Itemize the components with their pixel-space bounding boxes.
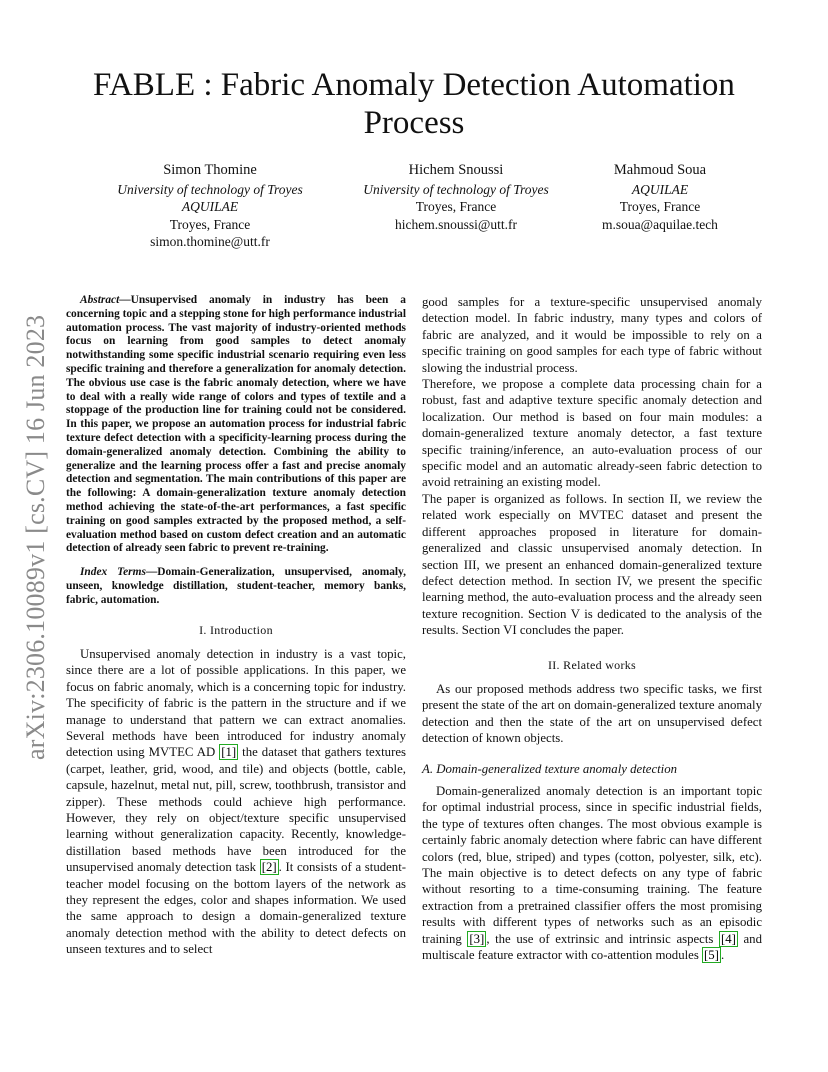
section-heading-introduction: I. Introduction xyxy=(199,622,273,637)
body-text: and multiscale feature extractor with co-attention modules xyxy=(422,931,762,963)
citation-link[interactable]: [4] xyxy=(720,931,736,946)
author-name: Hichem Snoussi xyxy=(408,162,504,178)
index-terms xyxy=(66,566,406,607)
intro-paragraph-1 xyxy=(66,646,406,958)
author-affiliation: University of technology of Troyes xyxy=(363,181,549,197)
paper-title: FABLE : Fabric Anomaly Detection Automation Process xyxy=(93,67,735,141)
abstract-text: —Unsupervised anomaly in industry has been a concerning topic and a stepping stone for high performance industrial automation process. The vast majority of industry-oriented methods focus on learning from good samples to detect anomaly notwithstanding some specific industrial scenario requiring even less specific training and therefore a generalization for anomaly detection. The obvious use case is the fabric anomaly detection, where we have to deal with a really wide range of colors and types of textile and a stoppage of the production line for training could not be considered. In this paper, we propose an automation process for industrial fabric texture defect detection with a specificity-learning process during the domain-generalized anomaly detection. Combining the ability to generalize and the learning process offer a fast and precise anomaly detection and segmentation. The main contributions of this paper are the following: A domain-generalization texture anomaly detection method achieving the state-of-the-art performances, a fast specific training on good samples extracted by the proposed method, a self-evaluation method based on custom defect creation and an automatic detection of already seen fabric to prevent re-training. xyxy=(66,294,406,555)
author-affiliation: University of technology of Troyes xyxy=(117,181,303,197)
author-city: Troyes, France xyxy=(619,199,701,214)
arxiv-stamp xyxy=(21,290,51,760)
body-text: Domain-generalized anomaly detection is an important topic for optimal industrial process, since in specific industrial fields, the type of textures often changes. The most obvious example is certainly fabric anomaly detection where fabric can have different colors (red, blue, striped) and types (cotton, polyester, silk, etc). The main objective is to detect defects on any type of fabric without resorting to a time-consuming training. The feature extraction from a pretrained classifier offers the most promising results with different types of networks such as an episodic training xyxy=(422,783,762,946)
author-block-3 xyxy=(580,162,740,233)
intro-paragraph-continued: good samples for a texture-specific unsupervised anomaly detection model. In fabric industry, many types and colors of fabric are analyzed, and it would be impossible to rely on a specific training on good samples for each type of fabric without slowing the industrial process. xyxy=(422,295,762,375)
author-block-2 xyxy=(356,162,556,233)
author-city: Troyes, France xyxy=(415,199,497,214)
author-affiliation: AQUILAE xyxy=(631,181,689,197)
intro-paragraph-2: Therefore, we propose a complete data processing chain for a robust, fast and adaptive texture specific anomaly detection and localization. Our method is based on four main modules: a domain-generalized texture anomaly detector, a fast texture specific training/inference, an auto-evaluation process of our specific model and an automatic already-seen fabric detection to avoid retraining an existing model. xyxy=(422,377,762,490)
arxiv-identifier: arXiv:2306.10089v1 [cs.CV] 16 Jun 2023 xyxy=(21,314,50,760)
right-column xyxy=(422,294,762,963)
citation-link[interactable]: [1] xyxy=(221,745,237,760)
author-email: hichem.snoussi@utt.fr xyxy=(395,216,517,232)
intro-paragraph-3: The paper is organized as follows. In section II, we review the related work especially on MVTEC dataset and present the different approaches proposed in literature for domain-generalized and classic unsupervised anomaly detection. In section III, we present an enhanced domain-generalized texture defect detection method. In section IV, we present the specific learning method, the auto-evaluation process and the already seen texture recognition. Section V is dedicated to the analysis of the results. Section VI concludes the paper. xyxy=(422,491,762,638)
body-text: . xyxy=(720,948,725,963)
subsection-a-paragraph xyxy=(422,783,762,963)
index-terms-text: —Domain-Generalization, unsupervised, anomaly, unseen, knowledge distillation, student-teacher, memory banks, fabric, automation. xyxy=(66,566,406,606)
author-email: simon.thomine@utt.fr xyxy=(150,234,270,249)
index-terms-lead: Index Terms xyxy=(80,566,146,579)
author-name: Mahmoud Soua xyxy=(613,162,707,178)
citation-link[interactable]: [2] xyxy=(261,860,277,875)
intro-text: the dataset that gathers textures (carpet, leather, grid, wood, and tile) and objects (bottle, cable, capsule, hazelnut, metal nut, pill, screw, toothbrush, transistor and zipper). These methods could achieve high performance. However, they rely on object/texture specific unsupervised learning without generalization capacity. Recently, knowledge-distillation based methods have been introduced for the unsupervised anomaly detection task xyxy=(66,745,407,875)
author-city: Troyes, France xyxy=(169,216,251,232)
author-affiliation: AQUILAE xyxy=(181,199,239,214)
citation-link[interactable]: [5] xyxy=(704,948,719,963)
citation-link[interactable]: [3] xyxy=(469,931,485,946)
abstract-lead: Abstract xyxy=(80,294,120,306)
author-email: m.soua@aquilae.tech xyxy=(602,216,718,232)
abstract xyxy=(66,294,406,556)
author-name: Simon Thomine xyxy=(163,162,257,178)
subsection-heading-a: A. Domain-generalized texture anomaly detection xyxy=(422,761,678,776)
author-block-1 xyxy=(110,162,310,251)
left-column xyxy=(66,294,406,958)
body-text: , the use of extrinsic and intrinsic aspects xyxy=(486,931,719,946)
intro-text: Unsupervised anomaly detection in industry is a vast topic, since there are a lot of possible applications. In this paper, we focus on fabric anomaly, which is a concerning topic for industry. The specificity of fabric is the pattern in the structure and if we manage to understand that pattern we can extract anomalies. Several methods have been introduced for industry anomaly detection using MVTEC AD xyxy=(66,646,406,760)
related-paragraph-1: As our proposed methods address two specific tasks, we first present the state of the art on domain-generalized texture anomaly detection and then the state of the art on unsupervised defect detection of known objects. xyxy=(422,681,762,746)
section-heading-related-works: II. Related works xyxy=(547,657,637,672)
intro-text: . It consists of a student-teacher model focusing on the bottom layers of the network as they represent the edges, color and shapes information. We used the same approach to design a domain-generalized texture anomaly detection method with the ability to detect defects on unseen textures and to select xyxy=(66,860,407,957)
